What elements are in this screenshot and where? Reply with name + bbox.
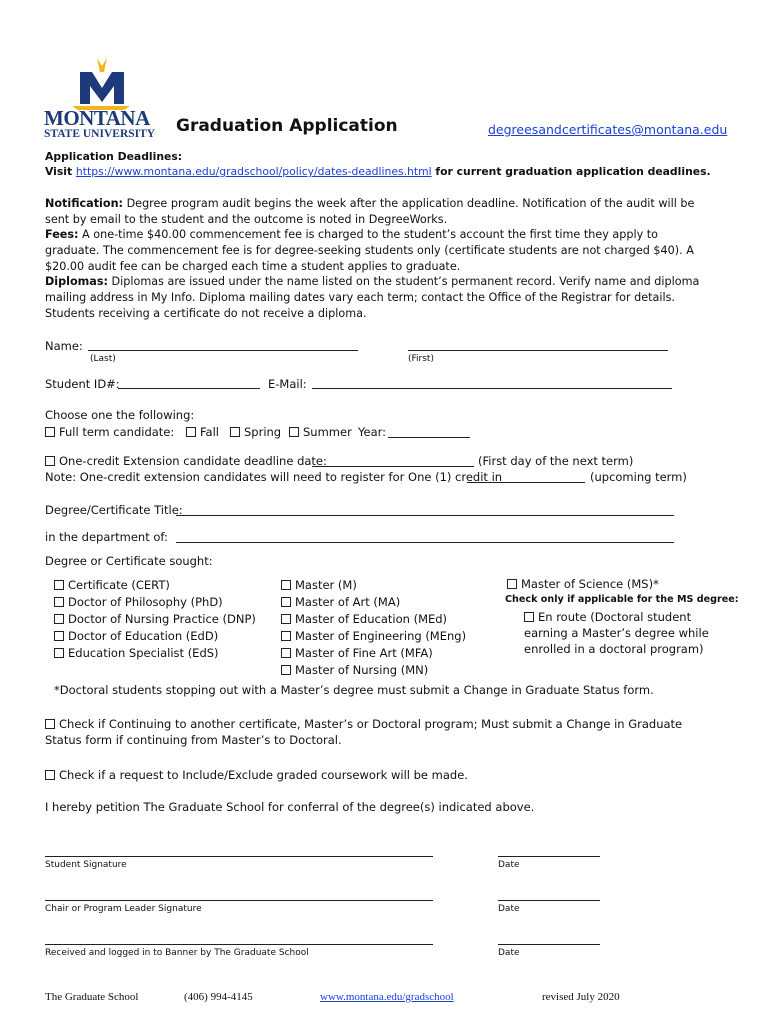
degree-option [54, 611, 256, 628]
chair-date-line[interactable] [498, 900, 600, 901]
degree-checkbox[interactable] [54, 614, 64, 624]
diplomas-text: Diplomas are issued under the name listed on the student’s permanent record. Verify name and diploma mailing address in My Info. Diploma mailing dates vary each term; contact the Office of the Registrar for details. Students receiving a certificate do not receive a diploma. [45, 275, 700, 320]
student-id-input[interactable] [118, 388, 260, 389]
degree-label: Master of Art (MA) [295, 595, 401, 609]
logo-text-bottom: STATE UNIVERSITY [44, 128, 156, 140]
name-label: Name: [45, 339, 83, 353]
degree-label: Doctor of Nursing Practice (DNP) [68, 612, 256, 626]
extension-checkbox[interactable] [45, 456, 55, 466]
enroute-line2: earning a Master’s degree while [524, 626, 709, 640]
extension-label: One-credit Extension candidate deadline date: [59, 454, 327, 468]
full-term-checkbox[interactable] [45, 427, 55, 437]
student-date-line[interactable] [498, 856, 600, 857]
student-signature-label: Student Signature [45, 860, 127, 870]
email-input[interactable] [312, 388, 672, 389]
extension-note-prefix: Note: One-credit extension candidates will need to register for One (1) credit in [45, 470, 503, 484]
degree-checkbox[interactable] [54, 597, 64, 607]
degree-option [281, 662, 466, 679]
degree-checkbox[interactable] [54, 631, 64, 641]
footer-phone: (406) 994-4145 [184, 991, 253, 1003]
received-date-line[interactable] [498, 944, 600, 945]
footer-website-link[interactable]: www.montana.edu/gradschool [320, 991, 454, 1003]
email-link[interactable]: degreesandcertificates@montana.edu [488, 122, 728, 137]
summer-checkbox[interactable] [289, 427, 299, 437]
fall-option [186, 425, 219, 439]
continuing-text: Check if Continuing to another certificate, Master’s or Doctoral program; Must submit a Change in Graduate Status form if continuing from Master’s to Doctoral. [45, 717, 683, 747]
full-term-row [45, 425, 174, 439]
degree-checkbox[interactable] [281, 580, 291, 590]
degree-option [54, 577, 256, 594]
deadlines-url[interactable]: https://www.montana.edu/gradschool/policy/dates-deadlines.html [75, 165, 432, 178]
page-title: Graduation Application [176, 116, 398, 136]
student-signature-line[interactable] [45, 856, 433, 857]
msu-logo [42, 58, 160, 142]
chair-signature-line[interactable] [45, 900, 433, 901]
last-name-input[interactable] [88, 350, 358, 351]
first-name-input[interactable] [408, 350, 668, 351]
student-id-label: Student ID#: [45, 377, 120, 391]
diplomas-paragraph [45, 274, 705, 322]
degree-label: Master (M) [295, 578, 357, 592]
degree-checkbox[interactable] [54, 648, 64, 658]
include-exclude-checkbox[interactable] [45, 770, 55, 780]
email-label: E-Mail: [268, 377, 307, 391]
degree-label: Doctor of Education (EdD) [68, 629, 219, 643]
degree-checkbox[interactable] [281, 614, 291, 624]
first-label: (First) [408, 354, 434, 364]
logo-text-top: MONTANA [44, 106, 150, 130]
degree-option [281, 611, 466, 628]
year-label: Year: [358, 425, 387, 439]
fall-checkbox[interactable] [186, 427, 196, 437]
degrees-column-1 [54, 577, 256, 662]
degree-label: Master of Fine Art (MFA) [295, 646, 433, 660]
ms-note: Check only if applicable for the MS degree: [505, 594, 739, 605]
summer-label: Summer [303, 425, 352, 439]
degree-checkbox[interactable] [281, 597, 291, 607]
degree-label: Doctor of Philosophy (PhD) [68, 595, 223, 609]
include-exclude-row [45, 768, 468, 782]
fees-paragraph [45, 227, 705, 275]
fees-label: Fees: [45, 228, 79, 241]
enroute-option [524, 609, 709, 657]
degree-checkbox[interactable] [281, 665, 291, 675]
degree-checkbox[interactable] [54, 580, 64, 590]
fall-label: Fall [200, 425, 219, 439]
montana-m-icon [42, 58, 160, 110]
spring-option [230, 425, 281, 439]
summer-option [289, 425, 352, 439]
spring-checkbox[interactable] [230, 427, 240, 437]
degree-label: Education Specialist (EdS) [68, 646, 219, 660]
extension-note-suffix: (upcoming term) [590, 470, 687, 484]
deadlines-line [45, 165, 711, 178]
degree-title-input[interactable] [176, 515, 674, 516]
degree-option [54, 645, 256, 662]
chair-signature-label: Chair or Program Leader Signature [45, 904, 202, 914]
degree-option [281, 645, 466, 662]
degree-option [54, 628, 256, 645]
year-input[interactable] [388, 437, 470, 438]
fees-text: A one-time $40.00 commencement fee is charged to the student’s account the first time they apply to graduate. The commencement fee is for degree-seeking students only (certificate students are not charged $40). A $20.00 audit fee can be charged each time a student applies to graduate. [45, 228, 694, 273]
petition-text: I hereby petition The Graduate School for conferral of the degree(s) indicated above. [45, 800, 535, 814]
ms-checkbox[interactable] [507, 579, 517, 589]
enroute-checkbox[interactable] [524, 612, 534, 622]
doctoral-note: *Doctoral students stopping out with a Master’s degree must submit a Change in Graduate Status form. [54, 683, 654, 697]
degree-label: Master of Education (MEd) [295, 612, 448, 626]
continuing-checkbox[interactable] [45, 719, 55, 729]
notification-label: Notification: [45, 197, 124, 210]
deadlines-visit-suffix: for current graduation application deadlines. [431, 165, 711, 178]
degree-label: Master of Engineering (MEng) [295, 629, 467, 643]
notification-text: Degree program audit begins the week after the application deadline. Notification of the audit will be sent by email to the student and the outcome is noted in DegreeWorks. [45, 197, 695, 226]
diplomas-label: Diplomas: [45, 275, 108, 288]
received-signature-label: Received and logged in to Banner by The Graduate School [45, 948, 309, 958]
spring-label: Spring [244, 425, 282, 439]
ms-label: Master of Science (MS)* [521, 577, 659, 591]
extension-date-input[interactable] [312, 466, 474, 467]
enroute-line1: En route (Doctoral student [538, 610, 692, 624]
degree-checkbox[interactable] [281, 631, 291, 641]
sought-label: Degree or Certificate sought: [45, 554, 213, 568]
degree-option [281, 628, 466, 645]
student-date-label: Date [498, 860, 520, 870]
extension-term-input[interactable] [467, 482, 585, 483]
deadlines-visit-prefix: Visit [45, 165, 76, 178]
last-label: (Last) [90, 354, 116, 364]
footer-revised: revised July 2020 [542, 991, 620, 1003]
continuing-row [45, 716, 705, 748]
enroute-line3: enrolled in a doctoral program) [524, 642, 704, 656]
extension-row [45, 454, 327, 468]
degree-option [54, 594, 256, 611]
department-input[interactable] [176, 542, 674, 543]
extension-suffix: (First day of the next term) [478, 454, 634, 468]
footer-school: The Graduate School [45, 991, 139, 1003]
degree-label: Master of Nursing (MN) [295, 663, 429, 677]
department-label: in the department of: [45, 530, 168, 544]
received-signature-line[interactable] [45, 944, 433, 945]
degree-option [281, 577, 466, 594]
chair-date-label: Date [498, 904, 520, 914]
degree-title-label: Degree/Certificate Title: [45, 503, 183, 517]
full-term-label: Full term candidate: [59, 425, 175, 439]
degree-checkbox[interactable] [281, 648, 291, 658]
received-date-label: Date [498, 948, 520, 958]
choose-label: Choose one the following: [45, 408, 195, 422]
degree-option [281, 594, 466, 611]
degree-label: Certificate (CERT) [68, 578, 170, 592]
notification-paragraph [45, 196, 705, 228]
deadlines-heading: Application Deadlines: [45, 150, 183, 163]
include-exclude-text: Check if a request to Include/Exclude graded coursework will be made. [59, 768, 468, 782]
ms-option [507, 577, 659, 591]
degrees-column-2 [281, 577, 466, 679]
